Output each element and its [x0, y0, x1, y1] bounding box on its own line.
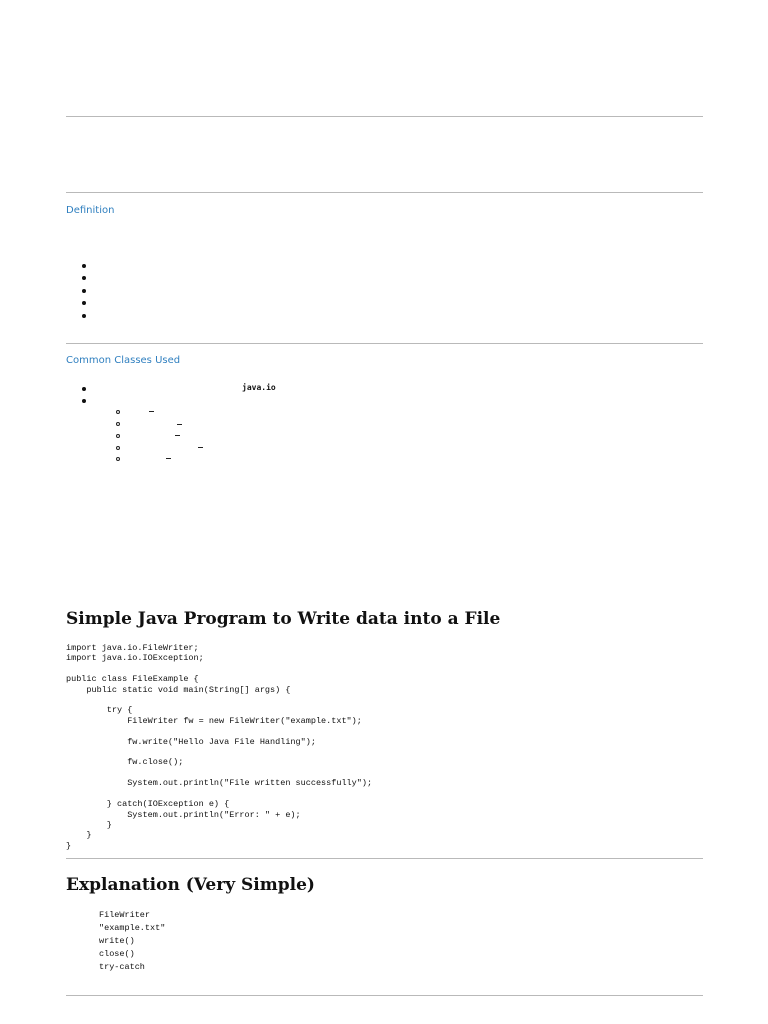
package-code: java.io [242, 383, 276, 392]
explanation-heading: Explanation (Very Simple) [66, 875, 315, 895]
common-classes-link[interactable]: Common Classes Used [66, 355, 181, 366]
divider [66, 192, 703, 193]
list-bullet [82, 399, 86, 403]
sub-list-bullet [116, 422, 120, 426]
term-item: write() [99, 936, 135, 946]
divider [66, 343, 703, 344]
list-bullet [82, 264, 86, 268]
divider [66, 116, 703, 117]
term-item: "example.txt" [99, 923, 166, 933]
dash-separator [149, 411, 154, 412]
dash-separator [198, 447, 203, 448]
list-bullet [82, 276, 86, 280]
term-item: FileWriter [99, 910, 151, 920]
program-heading: Simple Java Program to Write data into a File [66, 609, 501, 629]
divider [66, 858, 703, 859]
sub-list-bullet [116, 446, 120, 450]
sub-list-bullet [116, 434, 120, 438]
dash-separator [177, 424, 182, 425]
list-bullet [82, 314, 86, 318]
dash-separator [175, 435, 180, 436]
sub-list-bullet [116, 410, 120, 414]
list-bullet [82, 387, 86, 391]
sub-list-bullet [116, 457, 120, 461]
divider [66, 995, 703, 996]
term-item: close() [99, 949, 135, 959]
java-code-block: import java.io.FileWriter; import java.io.IOException; public class FileExample { public static void main(String[] args) { try { FileWriter fw = new FileWriter("example.txt"); fw.write("Hello Java File Handling"); fw.close(); System.out.println("File written successfully"); } catch(IOException e) { System.out.println("Error: " + e); } } } [66, 643, 373, 851]
definition-link[interactable]: Definition [66, 205, 115, 216]
list-bullet [82, 301, 86, 305]
dash-separator [166, 458, 171, 459]
term-item: try-catch [99, 962, 145, 972]
list-bullet [82, 289, 86, 293]
